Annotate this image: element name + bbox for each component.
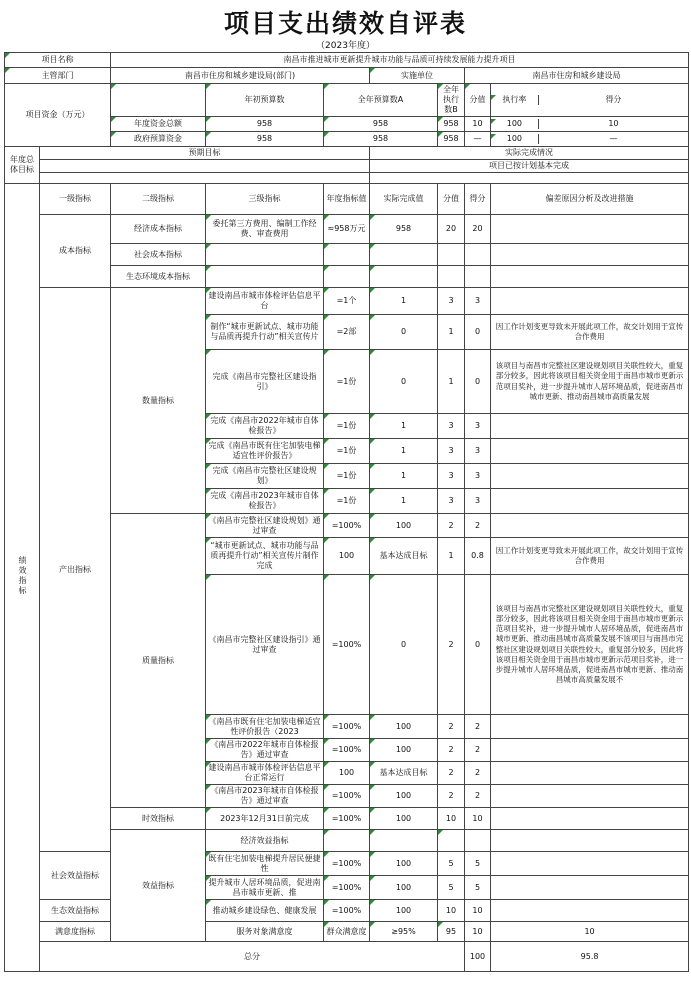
s1-score: 5 <box>438 852 465 876</box>
l2-eco-benefit: 生态效益指标 <box>40 900 111 922</box>
t1-got: 10 <box>465 808 491 830</box>
funds-row-gov-rate-got <box>491 132 689 147</box>
z4-score: 2 <box>438 715 465 739</box>
project-name-label: 项目名称 <box>5 53 111 68</box>
funds-header-blank <box>111 84 206 117</box>
q4-target: =1份 <box>324 414 370 439</box>
funds-row-gov-name: 政府预算资金 <box>111 132 206 147</box>
funds-header-initial: 年初预算数 <box>206 84 324 117</box>
q3-got: 0 <box>465 350 491 414</box>
perf-header-l2: 二级指标 <box>111 184 206 215</box>
z7-name: 《南昌市2023年城市自体检报告》通过审查 <box>206 785 324 808</box>
funds-header-score: 分值 <box>465 84 491 117</box>
z1-score: 2 <box>438 514 465 538</box>
perf-header-l3: 三级指标 <box>206 184 324 215</box>
q2-actual: 0 <box>370 315 438 350</box>
q3-score: 1 <box>438 350 465 414</box>
funds-row-gov-initial: 958 <box>206 132 324 147</box>
t1-actual: 100 <box>370 808 438 830</box>
s1-actual: 100 <box>370 852 438 876</box>
perf-header-target: 年度指标值 <box>324 184 370 215</box>
s2-target: =100% <box>324 876 370 900</box>
e1-score: 10 <box>438 900 465 922</box>
q4-actual: 1 <box>370 414 438 439</box>
goal-expected-value <box>40 160 370 173</box>
z7-target: =100% <box>324 785 370 808</box>
z2-actual: 基本达成目标 <box>370 538 438 575</box>
funds-row-total-score: 10 <box>465 117 491 132</box>
l2-social-cost: 社会成本指标 <box>111 244 206 266</box>
z3-got: 0 <box>465 575 491 715</box>
s1-note <box>491 852 689 876</box>
z6-score: 2 <box>438 762 465 785</box>
m1-actual: 95 <box>438 922 465 942</box>
q7-note <box>491 489 689 514</box>
report-year: （2023年度） <box>316 41 375 51</box>
m1-score: 10 <box>465 922 491 942</box>
goal-label: 年度总体目标 <box>5 147 40 184</box>
z4-target: =100% <box>324 715 370 739</box>
cost1-note <box>491 215 689 244</box>
q6-name: 完成《南昌市完整社区建设规划》 <box>206 464 324 489</box>
q2-score: 1 <box>438 315 465 350</box>
goal-expected-extra <box>40 173 370 184</box>
s2-actual: 100 <box>370 876 438 900</box>
q1-got: 3 <box>465 288 491 315</box>
q5-actual: 1 <box>370 439 438 464</box>
z5-actual: 100 <box>370 739 438 762</box>
perf-header-l1: 一级指标 <box>40 184 111 215</box>
total-label: 总分 <box>40 942 465 972</box>
goal-actual-extra <box>370 173 689 184</box>
q4-score: 3 <box>438 414 465 439</box>
z1-actual: 100 <box>370 514 438 538</box>
funds-header-got: 得分 <box>605 95 622 104</box>
s1-name: 既有住宅加装电梯提升居民便捷性 <box>206 852 324 876</box>
z7-score: 2 <box>438 785 465 808</box>
impl-label: 实施单位 <box>370 68 465 84</box>
cost1-actual: 958 <box>370 215 438 244</box>
funds-row-total-rate-got <box>491 117 689 132</box>
project-name-value: 南昌市推进城市更新提升城市功能与品质可持续发展能力提升项目 <box>111 53 689 68</box>
funds-header-rate: 执行率 <box>491 95 538 105</box>
perf-header-score: 分值 <box>438 184 465 215</box>
q7-actual: 1 <box>370 489 438 514</box>
q7-got: 3 <box>465 489 491 514</box>
q1-score: 3 <box>438 288 465 315</box>
q4-name: 完成《南昌市2022年城市自体检报告》 <box>206 414 324 439</box>
z2-got: 0.8 <box>465 538 491 575</box>
cost1-target: ≈958万元 <box>324 215 370 244</box>
q6-score: 3 <box>438 464 465 489</box>
s2-note <box>491 876 689 900</box>
q5-name: 完成《南昌市既有住宅加装电梯适宜性评价报告》 <box>206 439 324 464</box>
z6-target: 100 <box>324 762 370 785</box>
eco-cost-target <box>324 266 370 288</box>
total-got: 95.8 <box>491 942 689 972</box>
z5-name: 《南昌市2022年城市自体检报告》通过审查 <box>206 739 324 762</box>
z2-target: 100 <box>324 538 370 575</box>
l2-service: 服务对象满意度 <box>206 922 324 942</box>
q7-score: 3 <box>438 489 465 514</box>
z7-actual: 100 <box>370 785 438 808</box>
q1-note <box>491 288 689 315</box>
q7-target: =1份 <box>324 489 370 514</box>
eco-cost-score <box>438 266 465 288</box>
eco-cost-name <box>206 266 324 288</box>
funds-row-total-initial: 958 <box>206 117 324 132</box>
funds-label: 项目资金（万元） <box>5 84 111 147</box>
funds-header-annual: 全年预算数A <box>324 84 438 117</box>
q4-got: 3 <box>465 414 491 439</box>
e1-name: 推动城乡建设绿色、健康发展 <box>206 900 324 922</box>
z4-actual: 100 <box>370 715 438 739</box>
m1-name: 群众满意度 <box>324 922 370 942</box>
l1-satisfaction: 满意度指标 <box>40 922 111 942</box>
impl-value: 南昌市住房和城乡建设局 <box>465 68 689 84</box>
q3-name: 完成《南昌市完整社区建设指引》 <box>206 350 324 414</box>
m1-target: ≥95% <box>370 922 438 942</box>
eco-cost-actual <box>370 266 438 288</box>
t1-note <box>491 808 689 830</box>
q1-name: 建设南昌市城市体检评估信息平台 <box>206 288 324 315</box>
z3-target: =100% <box>324 575 370 715</box>
social-cost-name <box>206 244 324 266</box>
z5-score: 2 <box>438 739 465 762</box>
z6-actual: 基本达成目标 <box>370 762 438 785</box>
dept-label: 主管部门 <box>5 68 111 84</box>
q2-target: =2部 <box>324 315 370 350</box>
self-evaluation-table <box>4 52 689 972</box>
econ-benefit-score <box>465 830 491 852</box>
funds-header-executed: 全年执行数B <box>438 84 465 117</box>
l2-eco-cost: 生态环境成本指标 <box>111 266 206 288</box>
funds-row-gov-got: — <box>609 134 618 143</box>
z4-note <box>491 715 689 739</box>
t1-target: =100% <box>324 808 370 830</box>
perf-label: 绩效指标 <box>5 184 40 972</box>
goal-actual-value: 项目已按计划基本完成 <box>370 160 689 173</box>
z3-actual: 0 <box>370 575 438 715</box>
l1-output: 产出指标 <box>40 288 111 852</box>
funds-row-total-got: 10 <box>608 119 619 128</box>
q2-got: 0 <box>465 315 491 350</box>
cost1-got: 20 <box>465 215 491 244</box>
social-cost-note <box>491 244 689 266</box>
l2-social-benefit: 社会效益指标 <box>40 852 111 900</box>
q6-actual: 1 <box>370 464 438 489</box>
l2-quality: 质量指标 <box>111 514 206 808</box>
z4-got: 2 <box>465 715 491 739</box>
econ-benefit-target <box>370 830 438 852</box>
social-cost-actual <box>370 244 438 266</box>
q6-got: 3 <box>465 464 491 489</box>
m1-got: 10 <box>491 922 689 942</box>
z6-note <box>491 762 689 785</box>
econ-benefit-got <box>491 830 689 852</box>
funds-row-gov-annual: 958 <box>324 132 438 147</box>
s1-target: =100% <box>324 852 370 876</box>
eco-cost-got <box>465 266 491 288</box>
q5-note <box>491 439 689 464</box>
q2-note: 因工作计划变更导致未开展此项工作，故交计划用于宣传合作费用 <box>491 315 689 350</box>
l2-econ-benefit: 经济效益指标 <box>206 830 324 852</box>
q1-actual: 1 <box>370 288 438 315</box>
z1-name: 《南昌市完整社区建设规划》通过审查 <box>206 514 324 538</box>
perf-header-note: 偏差原因分析及改进措施 <box>491 184 689 215</box>
perf-header-got: 得分 <box>465 184 491 215</box>
perf-header-actual: 实际完成值 <box>370 184 438 215</box>
eco-cost-note <box>491 266 689 288</box>
z1-target: =100% <box>324 514 370 538</box>
q3-note: 该项目与南昌市完整社区建设规划项目关联性较大，重复部分较多，因此将该项目相关资金用于南昌市城市更新示范项目奖补，进一步提升城市人居环境品质，促进南昌市城市更新、推动南昌城市高质量发展 <box>491 350 689 414</box>
z2-name: “城市更新试点、城市功能与品质再提升行动”相关宣传片制作完成 <box>206 538 324 575</box>
econ-benefit-name <box>324 830 370 852</box>
q6-note <box>491 464 689 489</box>
z2-score: 1 <box>438 538 465 575</box>
q4-note <box>491 414 689 439</box>
total-score: 100 <box>465 942 491 972</box>
q5-got: 3 <box>465 439 491 464</box>
q5-score: 3 <box>438 439 465 464</box>
e1-actual: 100 <box>370 900 438 922</box>
cost1-score: 20 <box>438 215 465 244</box>
page-title: 项目支出绩效自评表 <box>223 9 467 38</box>
goal-actual-label: 实际完成情况 <box>370 147 689 160</box>
q1-target: =1个 <box>324 288 370 315</box>
social-cost-target <box>324 244 370 266</box>
q7-name: 完成《南昌市2023年城市自体检报告》 <box>206 489 324 514</box>
e1-target: =100% <box>324 900 370 922</box>
s2-got: 5 <box>465 876 491 900</box>
s2-score: 5 <box>438 876 465 900</box>
q2-name: 制作“城市更新试点、城市功能与品质再提升行动”相关宣传片 <box>206 315 324 350</box>
z3-note: 该项目与南昌市完整社区建设规划项目关联性较大，重复部分较多，因此将该项目相关资金用于南昌市城市更新示范项目奖补，进一步提升城市人居环境品质，促进南昌市城市更新、推动南昌城市高质量发展不该项目与南昌市完整社区建设规划项目关联性较大，重复部分较多，因此将该项目相关资金用于南昌市城市更新示范项目奖补，进一步提升城市人居环境品质，促进南昌市城市更新、推动南昌城市高质量发展不 <box>491 575 689 715</box>
funds-header-rate-got <box>491 84 689 117</box>
q6-target: =1份 <box>324 464 370 489</box>
z5-note <box>491 739 689 762</box>
s1-got: 5 <box>465 852 491 876</box>
econ-benefit-actual <box>438 830 465 852</box>
t1-score: 10 <box>438 808 465 830</box>
l1-cost: 成本指标 <box>40 215 111 288</box>
z6-got: 2 <box>465 762 491 785</box>
z7-got: 2 <box>465 785 491 808</box>
l2-econ-cost: 经济成本指标 <box>111 215 206 244</box>
z7-note <box>491 785 689 808</box>
funds-row-total-name: 年度资金总额 <box>111 117 206 132</box>
e1-got: 10 <box>465 900 491 922</box>
funds-row-total-rate: 100 <box>491 119 538 129</box>
funds-row-gov-score: — <box>465 132 491 147</box>
l2-quantity: 数量指标 <box>111 288 206 514</box>
q3-actual: 0 <box>370 350 438 414</box>
s2-name: 提升城市人居环境品质，促进南昌市城市更新、推 <box>206 876 324 900</box>
l2-timeliness: 时效指标 <box>111 808 206 830</box>
z1-note <box>491 514 689 538</box>
goal-expected-label: 预期目标 <box>40 147 370 160</box>
q5-target: =1份 <box>324 439 370 464</box>
social-cost-got <box>465 244 491 266</box>
z5-got: 2 <box>465 739 491 762</box>
z2-note: 因工作计划变更导致未开展此项工作，故交计划用于宣传合作费用 <box>491 538 689 575</box>
z3-name: 《南昌市完整社区建设指引》通过审查 <box>206 575 324 715</box>
q3-target: =1份 <box>324 350 370 414</box>
funds-row-total-annual: 958 <box>324 117 438 132</box>
z6-name: 建设南昌市城市体检评估信息平台正常运行 <box>206 762 324 785</box>
z4-name: 《南昌市既有住宅加装电梯适宜性评价报告（2023 <box>206 715 324 739</box>
z1-got: 2 <box>465 514 491 538</box>
t1-name: 2023年12月31日前完成 <box>206 808 324 830</box>
dept-value: 南昌市住房和城乡建设局(部门) <box>111 68 370 84</box>
z5-target: =100% <box>324 739 370 762</box>
funds-row-gov-executed: 958 <box>438 132 465 147</box>
cost1-name: 委托第三方费用、编制工作经费、审查费用 <box>206 215 324 244</box>
z3-score: 2 <box>438 575 465 715</box>
funds-row-total-executed: 958 <box>438 117 465 132</box>
social-cost-score <box>438 244 465 266</box>
l1-benefit: 效益指标 <box>111 830 206 942</box>
funds-row-gov-rate: 100 <box>491 134 538 144</box>
e1-note <box>491 900 689 922</box>
